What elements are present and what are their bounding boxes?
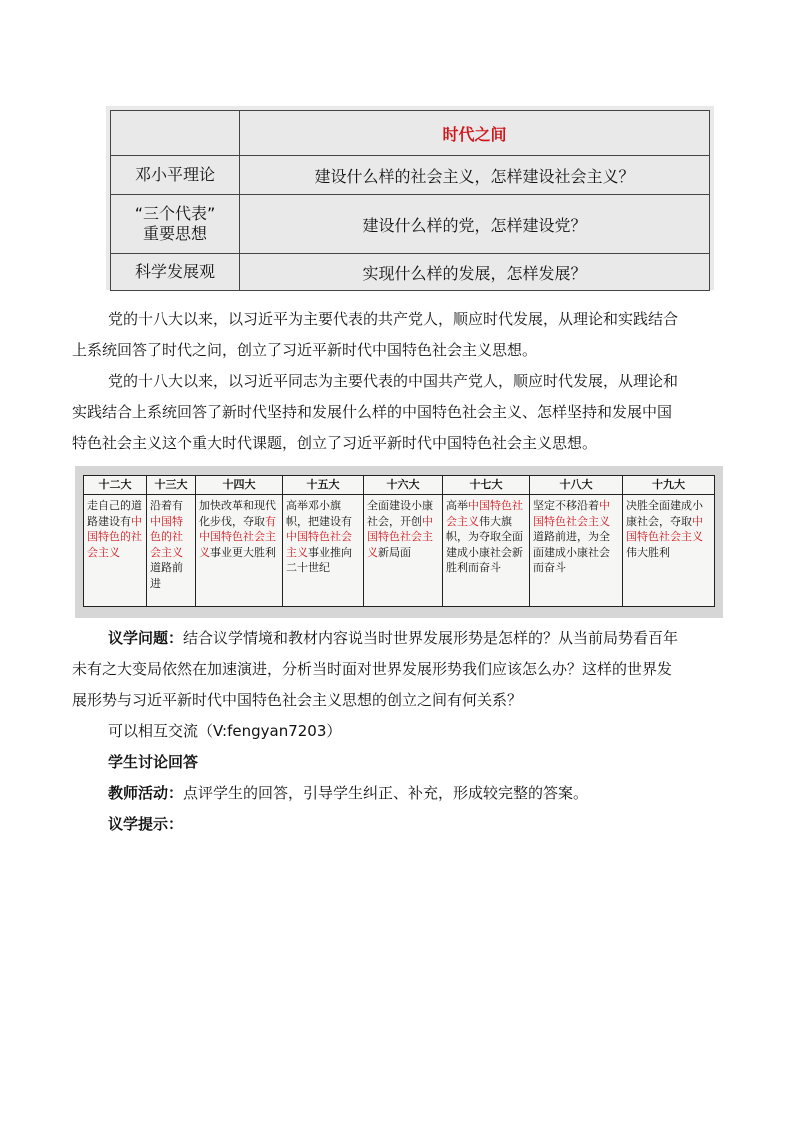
congress-cell xyxy=(84,495,147,607)
paragraph-2-line: 特色社会主义这个重大时代课题，创立了习近平新时代中国特色社会主义思想。 xyxy=(72,434,598,452)
paragraph-2-line: 党的十八大以来，以习近平同志为主要代表的中国共产党人，顺应时代发展，从理论和 xyxy=(108,372,679,390)
cell-text: 伟大旗帜，为夺取全面建成小康社会新胜利而奋斗 xyxy=(446,514,523,574)
cell-text: 事业推向二十世纪 xyxy=(286,545,352,574)
cell-text: 全面建设小康社会，开创 xyxy=(367,499,433,528)
cell-text: 走自己的道路建设有 xyxy=(87,499,142,528)
question-line xyxy=(108,623,678,654)
congress-cell xyxy=(364,495,443,607)
congress-table xyxy=(83,475,715,607)
cell-text: 决胜全面建成小康社会，夺取 xyxy=(626,499,703,528)
cell-text: 伟大胜利 xyxy=(626,545,670,559)
row-label-line: “三个代表” xyxy=(134,204,216,223)
congress-header: 十三大 xyxy=(147,476,196,495)
row-content: 建设什么样的社会主义，怎样建设社会主义？ xyxy=(240,156,710,195)
question-line: 展形势与习近平新时代中国特色社会主义思想的创立之间有何关系？ xyxy=(72,691,523,709)
cell-text: 高举邓小旗帜，把建设有 xyxy=(286,499,352,528)
congress-cell xyxy=(443,495,530,607)
cell-text: 高举 xyxy=(446,499,468,512)
question-line: 未有之大变局依然在加速演进，分析当时面对世界发展形势我们应该怎么办？这样的世界发 xyxy=(72,660,673,678)
cell-highlight: 中国特色社会主义 xyxy=(533,499,610,528)
row-label xyxy=(111,195,240,254)
question-label: 议学问题： xyxy=(108,629,184,647)
teacher-text: 点评学生的回答，引导学生纠正、补充，形成较完整的答案。 xyxy=(183,784,589,802)
congress-cell xyxy=(147,495,196,607)
contact-text: 可以相互交流（V:fengyan7203） xyxy=(108,722,342,740)
era-questions-table-frame xyxy=(106,106,714,290)
cell-highlight: 中国特色社会主义 xyxy=(286,530,352,559)
congress-header: 十二大 xyxy=(84,476,147,495)
era-questions-table xyxy=(110,110,710,291)
congress-header: 十七大 xyxy=(443,476,530,495)
congress-header: 十九大 xyxy=(623,476,715,495)
congress-header: 十四大 xyxy=(196,476,283,495)
congress-cell xyxy=(530,495,623,607)
congress-header: 十五大 xyxy=(283,476,364,495)
cell-text: 坚定不移沿着 xyxy=(533,499,599,512)
cell-highlight: 有中国特色社会主义 xyxy=(199,514,276,559)
row-label-line: 重要思想 xyxy=(142,224,207,243)
cell-text: 沿着有 xyxy=(150,499,183,512)
cell-text: 道路前进，为全面建成小康社会而奋斗 xyxy=(533,530,610,574)
cell-text: 事业更大胜利 xyxy=(210,545,276,559)
congress-table-frame xyxy=(75,466,723,618)
row-content: 建设什么样的党，怎样建设党？ xyxy=(240,195,710,254)
cell-text: 加快改革和现代化步伐，夺取 xyxy=(199,499,276,528)
question-text: 结合议学情境和教材内容说当时世界发展形势是怎样的？从当前局势看百年 xyxy=(183,629,679,647)
hint-label: 议学提示： xyxy=(108,815,184,833)
row-label: 邓小平理论 xyxy=(111,156,240,195)
cell-highlight: 中国特色社会主义 xyxy=(626,514,703,543)
cell-highlight: 中国特色的社会主义 xyxy=(87,514,142,559)
cell-text: 道路前进 xyxy=(150,561,183,590)
row-content: 实现什么样的发展，怎样发展？ xyxy=(240,254,710,291)
teacher-label: 教师活动： xyxy=(108,784,184,802)
cell-text: 新局面 xyxy=(378,545,411,559)
congress-cell xyxy=(623,495,715,607)
cell-highlight: 中国特色的社会主义 xyxy=(150,514,183,559)
contact-line xyxy=(108,716,341,747)
row-label: 科学发展观 xyxy=(111,254,240,291)
cell-highlight: 中国特色社会主义 xyxy=(446,499,523,528)
paragraph-2-line: 实践结合上系统回答了新时代坚持和发展什么样的中国特色社会主义、怎样坚持和发展中国 xyxy=(72,403,673,421)
table-corner-cell xyxy=(111,111,240,156)
congress-cell xyxy=(196,495,283,607)
cell-highlight: 中国特色社会主义 xyxy=(367,514,433,559)
congress-header: 十八大 xyxy=(530,476,623,495)
paragraph-1-line: 党的十八大以来，以习近平为主要代表的共产党人，顺应时代发展，从理论和实践结合 xyxy=(108,310,679,328)
congress-header: 十六大 xyxy=(364,476,443,495)
student-discuss-label: 学生讨论回答 xyxy=(108,753,199,771)
paragraph-1-line: 上系统回答了时代之问，创立了习近平新时代中国特色社会主义思想。 xyxy=(72,341,538,359)
teacher-activity-line xyxy=(108,778,588,809)
congress-cell xyxy=(283,495,364,607)
table-header: 时代之间 xyxy=(240,111,710,156)
